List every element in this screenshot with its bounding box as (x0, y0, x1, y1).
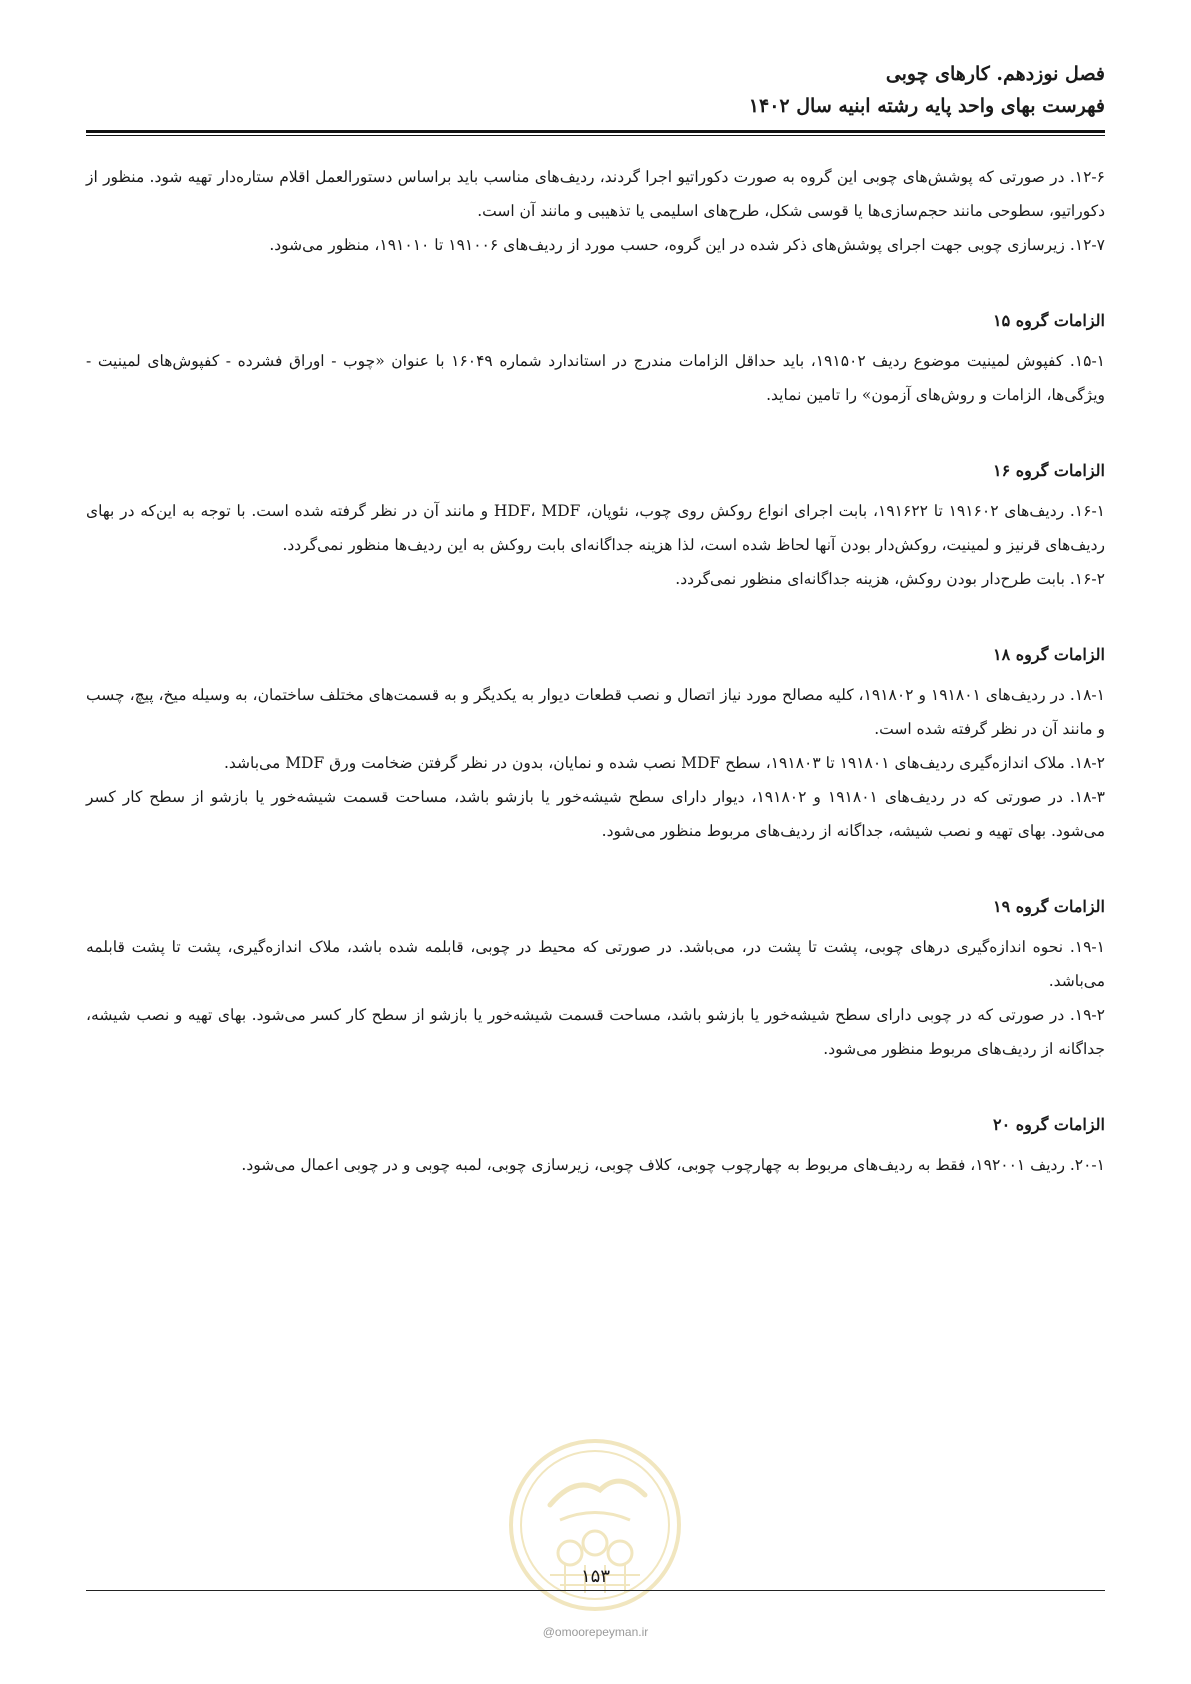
page-content (86, 160, 1105, 1182)
intro-block (86, 160, 1105, 262)
paragraph: ۱۸-۱. در ردیف‌های ۱۹۱۸۰۱ و ۱۹۱۸۰۲، کلیه مصالح مورد نیاز اتصال و نصب قطعات دیوار به یکدیگر و به قسمت‌های مختلف ساختمان، به وسیله میخ، پیچ، چسب و مانند آن در نظر گرفته شده است. (86, 686, 1105, 738)
section-heading: الزامات گروه ۲۰ (993, 1115, 1105, 1134)
paragraph: ۱۸-۲. ملاک اندازه‌گیری ردیف‌های ۱۹۱۸۰۱ تا ۱۹۱۸۰۳، سطح MDF نصب شده و نمایان، بدون در نظر گرفتن ضخامت ورق MDF می‌باشد. (223, 754, 1105, 772)
paragraph: ۱۲-۷. زیرسازی چوبی جهت اجرای پوشش‌های ذکر شده در این گروه، حسب مورد از ردیف‌های ۱۹۱۰۰۶ تا ۱۹۱۰۱۰، منظور می‌شود. (269, 236, 1105, 254)
section-heading: الزامات گروه ۱۵ (993, 311, 1105, 330)
page-header (86, 58, 1105, 122)
page-number: ۱۵۳ (580, 1566, 610, 1587)
chapter-title: فصل نوزدهم. کارهای چوبی (885, 63, 1105, 85)
header-rule-thick (86, 130, 1105, 133)
section-group-19 (86, 890, 1105, 1066)
footer-rule (86, 1590, 1105, 1591)
paragraph: ۲۰-۱. ردیف ۱۹۲۰۰۱، فقط به ردیف‌های مربوط به چهارچوب چوبی، کلاف چوبی، زیرسازی چوبی، لمبه چوبی و در چوبی اعمال می‌شود. (241, 1156, 1105, 1174)
section-heading: الزامات گروه ۱۶ (993, 461, 1105, 480)
section-group-20 (86, 1108, 1105, 1182)
paragraph: ۱۶-۲. بابت طرح‌دار بودن روکش، هزینه جداگانه‌ای منظور نمی‌گردد. (675, 570, 1105, 588)
document-subtitle: فهرست بهای واحد پایه رشته ابنیه سال ۱۴۰۲ (748, 95, 1105, 117)
website-watermark: @omoorepeyman.ir (542, 1625, 649, 1639)
section-group-15 (86, 304, 1105, 412)
paragraph: ۱۸-۳. در صورتی که در ردیف‌های ۱۹۱۸۰۱ و ۱۹۱۸۰۲، دیوار دارای سطح شیشه‌خور یا بازشو باشد، مساحت قسمت شیشه‌خور یا بازشو از سطح کار کسر می‌شود. بهای تهیه و نصب شیشه، جداگانه از ردیف‌های مربوط منظور می‌شود. (86, 788, 1105, 840)
paragraph: ۱۶-۱. ردیف‌های ۱۹۱۶۰۲ تا ۱۹۱۶۲۲، بابت اجرای انواع روکش روی چوب، نئوپان، HDF، MDF و مانند آن در نظر گرفته شده است. با توجه به این‌که در بهای ردیف‌های قرنیز و لمینیت، روکش‌دار بودن آنها لحاظ شده است، لذا هزینه جداگانه‌ای بابت روکش به این ردیف‌ها منظور نمی‌گردد. (86, 502, 1106, 554)
paragraph: ۱۵-۱. کفپوش لمینیت موضوع ردیف ۱۹۱۵۰۲، باید حداقل الزامات مندرج در استاندارد شماره ۱۶۰۴۹ با عنوان «چوب - اوراق فشرده - کفپوش‌های لمینیت - ویژگی‌ها، الزامات و روش‌های آزمون» را تامین نماید. (86, 352, 1106, 404)
section-heading: الزامات گروه ۱۹ (993, 897, 1105, 916)
paragraph: ۱۹-۲. در صورتی که در چوبی دارای سطح شیشه‌خور یا بازشو باشد، مساحت قسمت شیشه‌خور یا بازشو از سطح کار کسر می‌شود. بهای تهیه و نصب شیشه، جداگانه از ردیف‌های مربوط منظور می‌شود. (86, 1006, 1105, 1058)
section-group-16 (86, 454, 1105, 596)
section-heading: الزامات گروه ۱۸ (993, 645, 1105, 664)
section-group-18 (86, 638, 1105, 848)
paragraph: ۱۹-۱. نحوه اندازه‌گیری درهای چوبی، پشت تا پشت در، می‌باشد. در صورتی که محیط در چوبی، قابلمه شده باشد، ملاک اندازه‌گیری، پشت تا پشت قابلمه می‌باشد. (86, 938, 1105, 990)
paragraph: ۱۲-۶. در صورتی که پوشش‌های چوبی این گروه به صورت دکوراتیو اجرا گردند، ردیف‌های مناسب باید براساس دستورالعمل اقلام ستاره‌دار تهیه شود. منظور از دکوراتیو، سطوحی مانند حجم‌سازی‌ها یا قوسی شکل، طرح‌های اسلیمی یا تذهیبی و مانند آن است. (86, 168, 1105, 220)
header-rule-thin (86, 135, 1105, 136)
